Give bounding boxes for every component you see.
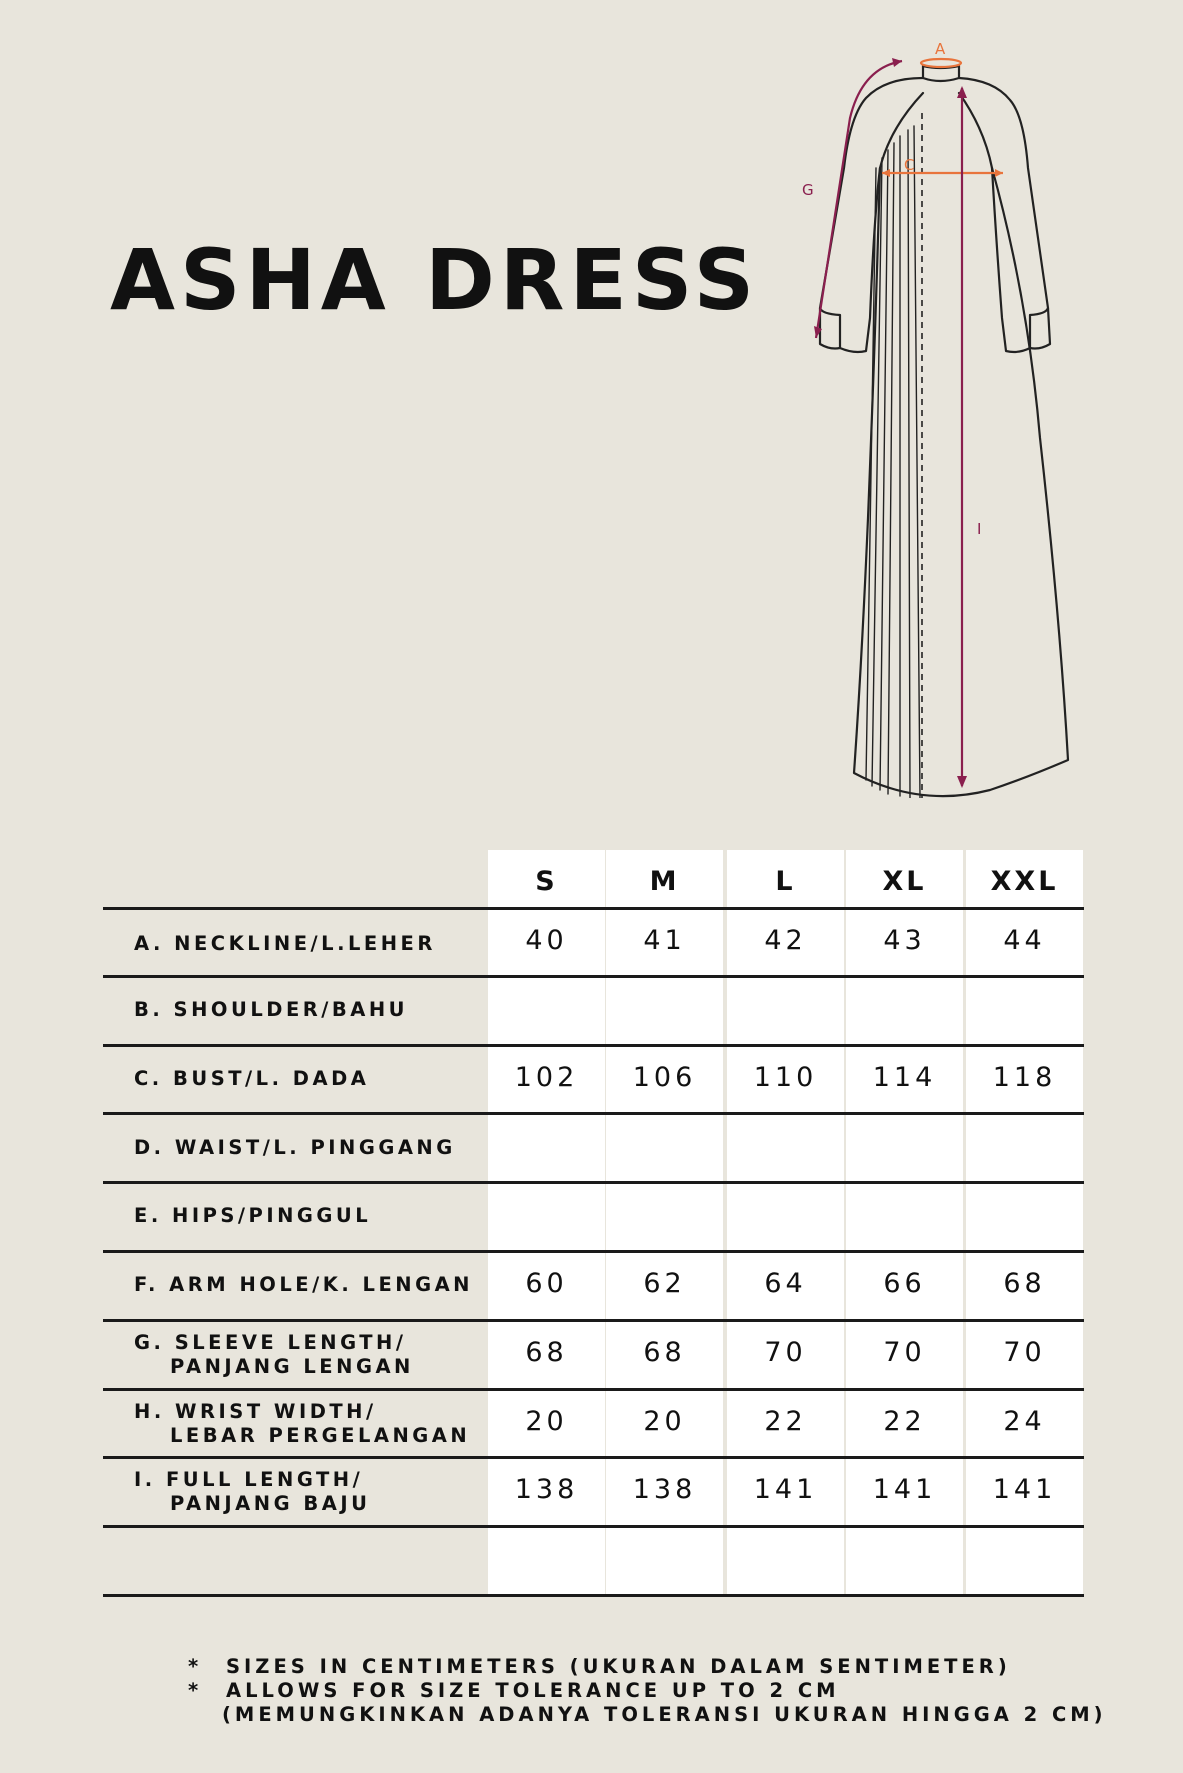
label-c: C	[904, 156, 915, 174]
row-label-neckline: A. NECKLINE/L.LEHER	[134, 932, 436, 955]
cell-full-length-l: 141	[753, 1474, 818, 1505]
row-label-full-length: I. FULL LENGTH/ PANJANG BAJU	[134, 1468, 371, 1515]
cell-wrist-width-s: 20	[525, 1406, 568, 1437]
row-label-wrist-width: H. WRIST WIDTH/ LEBAR PERGELANGAN	[134, 1400, 471, 1447]
table-rule	[103, 975, 1084, 978]
row-label-sleeve-length: G. SLEEVE LENGTH/ PANJANG LENGAN	[134, 1331, 414, 1378]
table-rule	[103, 1181, 1084, 1184]
cell-arm-hole-s: 60	[525, 1268, 568, 1299]
cell-neckline-m: 41	[643, 925, 686, 956]
cell-bust-xxl: 118	[992, 1062, 1057, 1093]
cell-sleeve-length-s: 68	[525, 1337, 568, 1368]
note-item: * SIZES IN CENTIMETERS (UKURAN DALAM SENTIMETER)	[188, 1655, 1011, 1678]
cell-neckline-xxl: 44	[1003, 925, 1046, 956]
cell-arm-hole-xl: 66	[883, 1268, 926, 1299]
cell-full-length-xl: 141	[872, 1474, 937, 1505]
cell-neckline-s: 40	[525, 925, 568, 956]
cell-wrist-width-xl: 22	[883, 1406, 926, 1437]
cell-bust-m: 106	[632, 1062, 697, 1093]
cell-wrist-width-xxl: 24	[1003, 1406, 1046, 1437]
table-rule	[103, 1594, 1084, 1597]
cell-wrist-width-l: 22	[764, 1406, 807, 1437]
cell-full-length-xxl: 141	[992, 1474, 1057, 1505]
cell-full-length-s: 138	[514, 1474, 579, 1505]
table-rule	[103, 1525, 1084, 1528]
cell-sleeve-length-l: 70	[764, 1337, 807, 1368]
row-label-waist: D. WAIST/L. PINGGANG	[134, 1136, 456, 1159]
row-label-shoulder: B. SHOULDER/BAHU	[134, 998, 409, 1021]
cell-bust-s: 102	[514, 1062, 579, 1093]
size-header-m: M	[649, 866, 680, 897]
cell-full-length-m: 138	[632, 1474, 697, 1505]
row-label-hips: E. HIPS/PINGGUL	[134, 1204, 372, 1227]
cell-bust-xl: 114	[872, 1062, 937, 1093]
cell-sleeve-length-xl: 70	[883, 1337, 926, 1368]
size-header-xl: XL	[882, 866, 927, 897]
label-i: I	[977, 520, 982, 538]
page-title: ASHA DRESS	[110, 231, 760, 329]
size-header-xxl: XXL	[990, 866, 1059, 897]
note-continuation: (MEMUNGKINKAN ADANYA TOLERANSI UKURAN HINGGA 2 CM)	[222, 1703, 1107, 1726]
cell-arm-hole-xxl: 68	[1003, 1268, 1046, 1299]
row-label-arm-hole: F. ARM HOLE/K. LENGAN	[134, 1273, 474, 1296]
label-g: G	[802, 181, 814, 199]
note-item: * ALLOWS FOR SIZE TOLERANCE UP TO 2 CM	[188, 1679, 840, 1702]
size-notes	[188, 1655, 1107, 1727]
cell-arm-hole-l: 64	[764, 1268, 807, 1299]
cell-neckline-l: 42	[764, 925, 807, 956]
size-header-l: L	[775, 866, 796, 897]
cell-sleeve-length-m: 68	[643, 1337, 686, 1368]
table-rule	[103, 1112, 1084, 1115]
cell-bust-l: 110	[753, 1062, 818, 1093]
cell-wrist-width-m: 20	[643, 1406, 686, 1437]
size-header-s: S	[535, 866, 558, 897]
cell-arm-hole-m: 62	[643, 1268, 686, 1299]
label-a: A	[935, 40, 946, 58]
row-label-bust: C. BUST/L. DADA	[134, 1067, 370, 1090]
cell-sleeve-length-xxl: 70	[1003, 1337, 1046, 1368]
cell-neckline-xl: 43	[883, 925, 926, 956]
